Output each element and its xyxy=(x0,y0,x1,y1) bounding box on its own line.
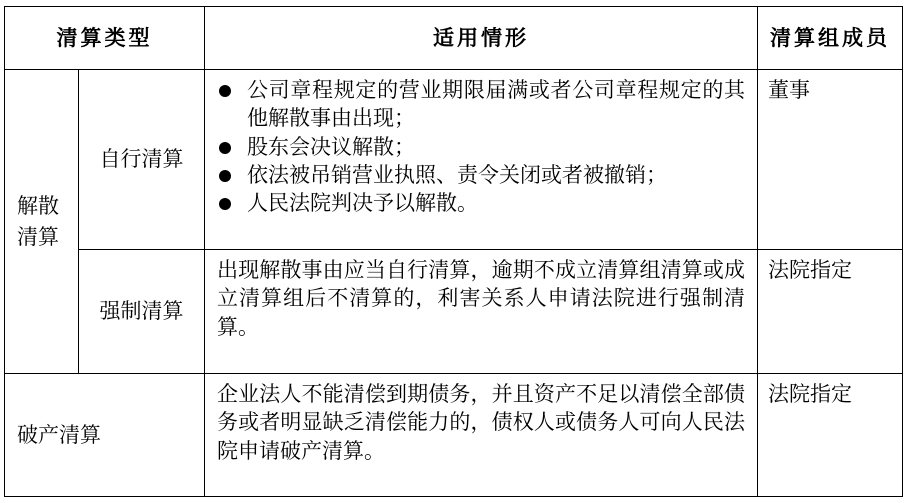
table-row xyxy=(5,374,903,497)
table-row xyxy=(5,250,903,374)
compulsory-members: 法院指定 xyxy=(758,250,903,374)
bullet-list xyxy=(217,76,745,218)
list-item xyxy=(217,76,745,133)
self-members: 董事 xyxy=(758,70,903,250)
self-situations xyxy=(205,70,758,250)
bullet-icon xyxy=(219,85,231,97)
bankruptcy-members: 法院指定 xyxy=(758,374,903,497)
category-bankruptcy: 破产清算 xyxy=(5,374,205,497)
subtype-compulsory: 强制清算 xyxy=(79,250,205,374)
list-item xyxy=(217,161,745,189)
list-item xyxy=(217,133,745,161)
bankruptcy-situation: 企业法人不能清偿到期债务，并且资产不足以清偿全部债务或者明显缺乏清偿能力的，债权人或债务人可向人民法院申请破产清算。 xyxy=(205,374,758,497)
liquidation-table xyxy=(4,6,903,497)
header-type: 清算类型 xyxy=(5,7,205,70)
compulsory-situation: 出现解散事由应当自行清算，逾期不成立清算组清算或成立清算组后不清算的，利害关系人申请法院进行强制清算。 xyxy=(205,250,758,374)
list-item xyxy=(217,189,745,217)
header-members: 清算组成员 xyxy=(758,7,903,70)
list-item-text: 依法被吊销营业执照、责令关闭或者被撤销； xyxy=(247,163,667,188)
subtype-self: 自行清算 xyxy=(79,70,205,250)
list-item-text: 人民法院判决予以解散。 xyxy=(247,191,478,216)
header-situation: 适用情形 xyxy=(205,7,758,70)
bullet-icon xyxy=(219,142,231,154)
table-row xyxy=(5,70,903,250)
list-item-text: 股东会决议解散； xyxy=(247,134,415,159)
category-dissolution: 解散清算 xyxy=(5,70,79,374)
bullet-icon xyxy=(219,170,231,182)
bullet-icon xyxy=(219,198,231,210)
list-item-text: 公司章程规定的营业期限届满或者公司章程规定的其他解散事由出现； xyxy=(247,78,745,131)
header-row xyxy=(5,7,903,70)
